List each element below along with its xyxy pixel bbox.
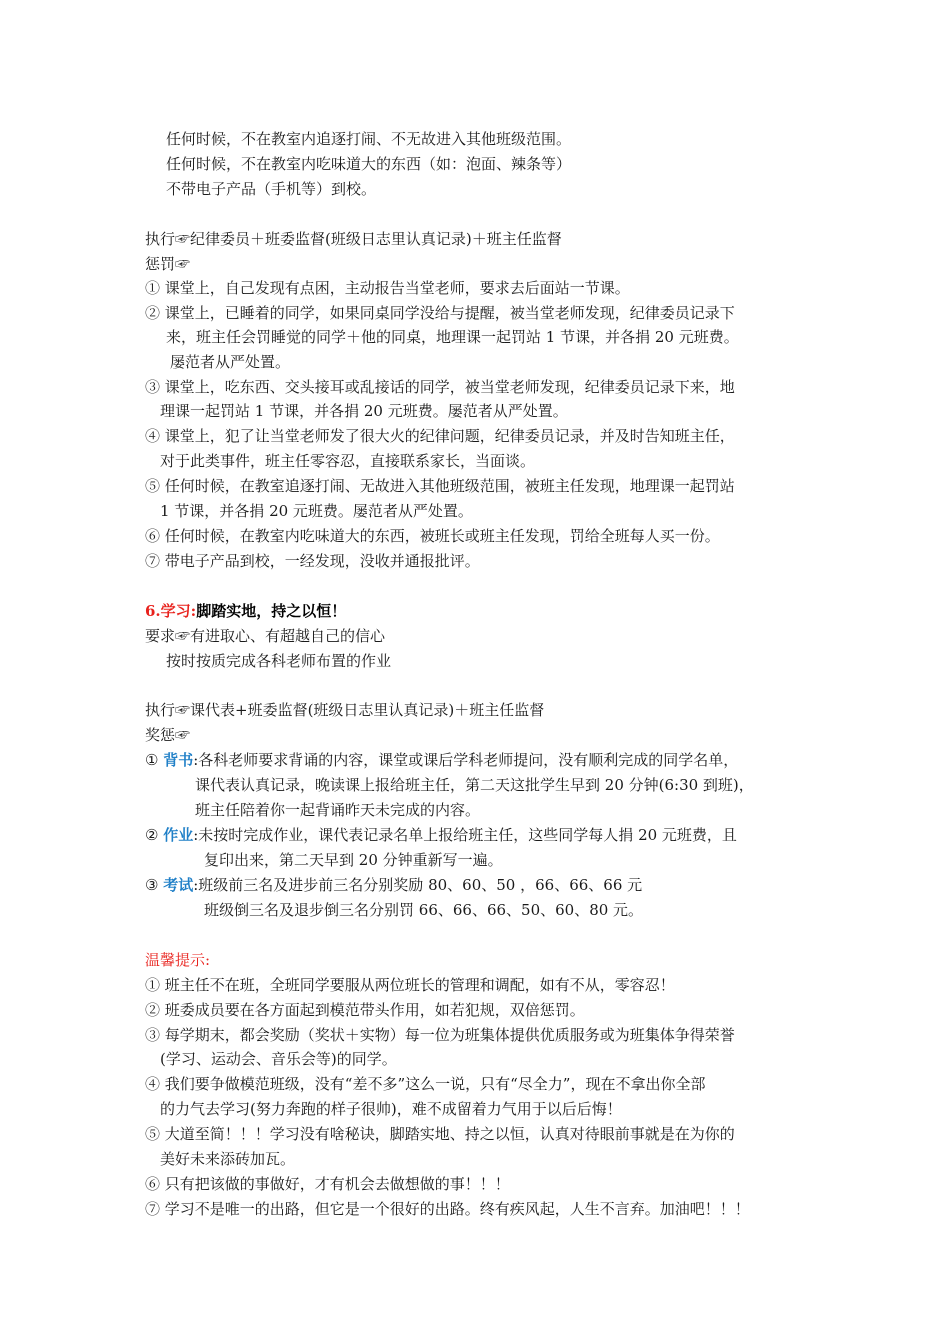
tip-line: ① 班主任不在班，全班同学要服从两位班长的管理和调配，如有不从，零容忍！ <box>145 976 675 994</box>
tip-line: ② 班委成员要在各方面起到模范带头作用，如若犯规，双倍惩罚。 <box>145 1001 585 1019</box>
punish-item: 1 节课，并各捐 20 元班费。屡范者从严处置。 <box>160 502 473 520</box>
homework-key: 作业 <box>163 826 194 844</box>
tip-line: ⑤ 大道至简！！！学习没有啥秘诀，脚踏实地、持之以恒，认真对待眼前事就是在为你的 <box>145 1125 735 1143</box>
tip-line: 美好未来添砖加瓦。 <box>160 1150 296 1168</box>
tip-line: ③ 每学期末，都会奖励（奖状＋实物）每一位为班集体提供优质服务或为班集体争得荣誉 <box>145 1026 735 1044</box>
punish-item: 屡范者从严处置。 <box>170 353 291 371</box>
rule-line: 任何时候，不在教室内追逐打闹、不无故进入其他班级范围。 <box>166 130 572 148</box>
exam-key: 考试 <box>163 876 194 894</box>
recite-key: 背书 <box>163 751 194 769</box>
homework-text: 复印出来，第二天早到 20 分钟重新写一遍。 <box>204 851 503 869</box>
punish-item: ③ 课堂上，吃东西、交头接耳或乱接话的同学，被当堂老师发现，纪律委员记录下来，地 <box>145 378 735 396</box>
punish-label: 惩罚☞ <box>145 255 191 273</box>
recite-item <box>145 750 738 770</box>
recite-number: ① <box>145 751 159 769</box>
study-heading <box>145 601 346 621</box>
punish-item: ⑦ 带电子产品到校，一经发现，没收并通报批评。 <box>145 552 480 570</box>
homework-item <box>145 825 737 845</box>
punish-item: ② 课堂上，已睡着的同学，如果同桌同学没给与提醒，被当堂老师发现，纪律委员记录下 <box>145 304 735 322</box>
recite-text: 课代表认真记录，晚读课上报给班主任，第二天这批学生早到 20 分钟(6:30 到班)， <box>195 776 754 794</box>
rule-line: 不带电子产品（手机等）到校。 <box>166 180 377 198</box>
rule-line: 任何时候，不在教室内吃味道大的东西（如：泡面、辣条等） <box>166 155 572 173</box>
study-require: 按时按质完成各科老师布置的作业 <box>166 652 392 670</box>
study-heading-number: 6.学习: <box>145 602 197 620</box>
tip-line: 的力气去学习(努力奔跑的样子很帅)，难不成留着力气用于以后后悔！ <box>160 1100 622 1118</box>
recite-text: 班主任陪着你一起背诵昨天未完成的内容。 <box>195 801 481 819</box>
homework-text: :未按时完成作业，课代表记录名单上报给班主任，这些同学每人捐 20 元班费，且 <box>193 826 737 844</box>
punish-item: ⑤ 任何时候，在教室追逐打闹、无故进入其他班级范围，被班主任发现，地理课一起罚站 <box>145 477 735 495</box>
exam-text: 班级倒三名及退步倒三名分别罚 66、66、66、50、60、80 元。 <box>204 901 644 919</box>
tip-line: ⑦ 学习不是唯一的出路，但它是一个很好的出路。终有疾风起，人生不言弃。加油吧！！！ <box>145 1200 750 1218</box>
homework-number: ② <box>145 826 159 844</box>
study-execute: 执行☞课代表+班委监督(班级日志里认真记录)＋班主任监督 <box>145 701 545 719</box>
study-heading-text: 脚踏实地，持之以恒！ <box>196 602 347 620</box>
study-require: 要求☞有进取心、有超越自己的信心 <box>145 627 386 645</box>
reward-label: 奖惩☞ <box>145 726 191 744</box>
tip-line: (学习、运动会、音乐会等)的同学。 <box>160 1050 397 1068</box>
punish-item: ⑥ 任何时候，在教室内吃味道大的东西，被班长或班主任发现，罚给全班每人买一份。 <box>145 527 720 545</box>
exam-item <box>145 875 642 895</box>
punish-item: ④ 课堂上，犯了让当堂老师发了很大火的纪律问题，纪律委员记录，并及时告知班主任， <box>145 427 735 445</box>
punish-item: 理课一起罚站 1 节课，并各捐 20 元班费。屡范者从严处置。 <box>160 402 568 420</box>
punish-item: ① 课堂上，自己发现有点困，主动报告当堂老师，要求去后面站一节课。 <box>145 279 630 297</box>
tips-heading: 温馨提示: <box>145 951 211 969</box>
punish-item: 对于此类事件，班主任零容忍，直接联系家长，当面谈。 <box>160 452 536 470</box>
tip-line: ④ 我们要争做模范班级，没有“差不多”这么一说，只有“尽全力”，现在不拿出你全部 <box>145 1075 706 1093</box>
tip-line: ⑥ 只有把该做的事做好，才有机会去做想做的事！！！ <box>145 1175 510 1193</box>
discipline-execute: 执行☞纪律委员＋班委监督(班级日志里认真记录)＋班主任监督 <box>145 230 562 248</box>
exam-number: ③ <box>145 876 159 894</box>
recite-text: :各科老师要求背诵的内容，课堂或课后学科老师提问，没有顺利完成的同学名单， <box>193 751 739 769</box>
punish-item: 来，班主任会罚睡觉的同学＋他的同桌，地理课一起罚站 1 节课，并各捐 20 元班费。 <box>166 328 739 346</box>
exam-text: :班级前三名及进步前三名分别奖励 80、60、50 ，66、66、66 元 <box>193 876 643 894</box>
